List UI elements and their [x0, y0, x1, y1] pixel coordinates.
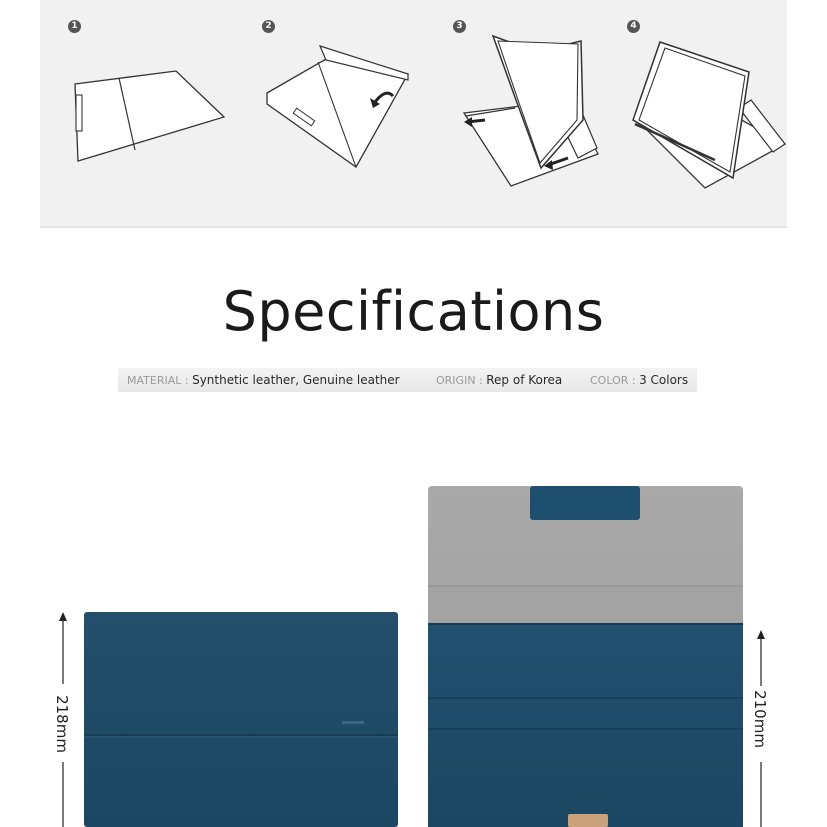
step-number-badge: 3	[453, 20, 466, 33]
spec-origin	[436, 368, 562, 393]
step-4-illustration	[605, 0, 791, 226]
step-2-illustration	[230, 0, 416, 226]
leather-tab	[568, 814, 608, 827]
step-3-illustration	[420, 0, 606, 226]
left-height-label: 218mm	[52, 695, 71, 753]
step-1	[40, 0, 226, 226]
step-1-illustration	[40, 0, 226, 226]
color-label: COLOR :	[590, 374, 640, 387]
spec-bar	[118, 368, 697, 392]
origin-label: ORIGIN :	[436, 374, 487, 387]
origin-value: Rep of Korea	[486, 373, 563, 387]
step-number-badge: 1	[68, 20, 81, 33]
spec-material	[127, 368, 400, 393]
page-title: Specifications	[222, 280, 605, 343]
step-2	[230, 0, 416, 226]
material-value: Synthetic leather, Genuine leather	[192, 373, 400, 387]
brand-logo	[342, 721, 364, 724]
closed-case-image	[84, 612, 398, 827]
right-height-label: 210mm	[750, 690, 769, 748]
open-case-image	[428, 486, 743, 827]
folding-steps-panel	[40, 0, 787, 228]
spec-color	[590, 368, 688, 393]
color-value: 3 Colors	[639, 373, 689, 387]
step-3	[420, 0, 606, 226]
step-number-badge: 2	[262, 20, 275, 33]
step-4	[605, 0, 791, 226]
pen-strap	[530, 486, 640, 520]
material-label: MATERIAL :	[127, 374, 193, 387]
step-number-badge: 4	[627, 20, 640, 33]
